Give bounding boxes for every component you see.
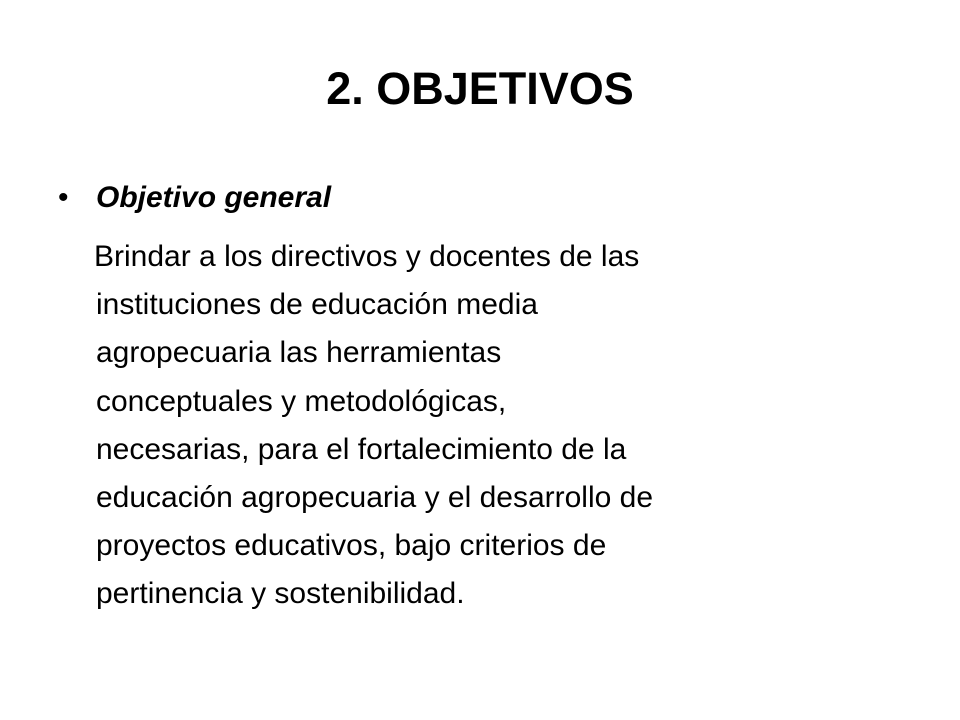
body-line: Brindar a los directivos y docentes de las xyxy=(94,240,640,273)
body-line: agropecuaria las herramientas xyxy=(96,336,502,370)
bullet-heading: Objetivo general xyxy=(96,181,332,214)
body-line: conceptuales y metodológicas, xyxy=(96,384,507,418)
slide-title: 2. OBJETIVOS xyxy=(326,63,634,114)
body-line: pertinencia y sostenibilidad. xyxy=(96,577,465,611)
body-line: necesarias, para el fortalecimiento de la xyxy=(96,432,627,466)
bullet-item-objetivo-general xyxy=(58,176,918,219)
bullet-icon: • xyxy=(58,181,69,214)
body-line: proyectos educativos, bajo criterios de xyxy=(96,529,607,563)
objective-description xyxy=(96,233,918,619)
body-line: instituciones de educación media xyxy=(96,288,538,322)
body-line: educación agropecuaria y el desarrollo de xyxy=(96,481,654,515)
